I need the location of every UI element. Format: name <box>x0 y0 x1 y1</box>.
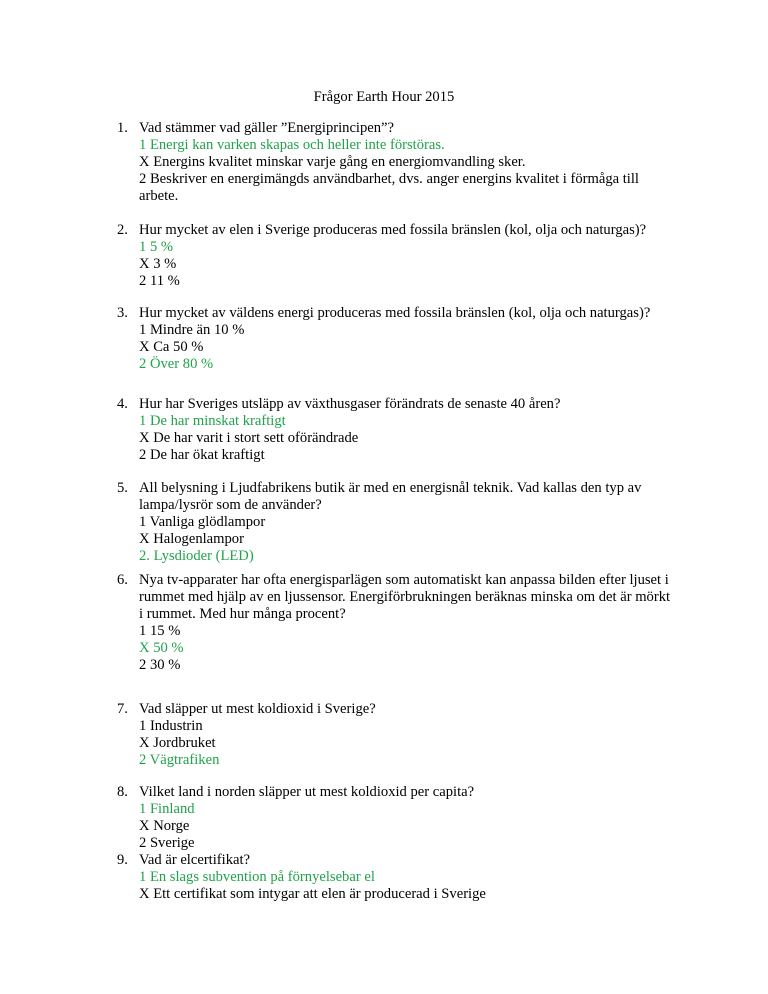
question-2 <box>117 222 677 290</box>
answer-option: 2 De har ökat kraftigt <box>139 447 265 463</box>
question-3 <box>117 305 677 373</box>
answer-option: 1 De har minskat kraftigt <box>139 413 286 429</box>
question-number: 4. <box>117 396 128 412</box>
answer-option: 2 Över 80 % <box>139 356 214 372</box>
answer-option: 1 Energi kan varken skapas och heller inte förstöras. <box>139 137 445 153</box>
question-number: 3. <box>117 305 128 321</box>
question-text: Vad stämmer vad gäller ”Energiprincipen”? <box>139 120 395 136</box>
question-text: Vad är elcertifikat? <box>139 852 251 868</box>
answer-option: 1 Mindre än 10 % <box>139 322 245 338</box>
question-text: Hur mycket av elen i Sverige produceras med fossila bränslen (kol, olja och naturgas)? <box>139 222 647 238</box>
question-1 <box>117 120 677 205</box>
answer-option: 2 Vägtrafiken <box>139 752 220 768</box>
answer-option: 2 30 % <box>139 657 181 673</box>
question-5 <box>117 480 677 565</box>
question-text: Hur har Sveriges utsläpp av växthusgaser förändrats de senaste 40 åren? <box>139 396 561 412</box>
answer-option: 1 15 % <box>139 623 181 639</box>
answer-option: 1 En slags subvention på förnyelsebar el <box>139 869 375 885</box>
question-9 <box>117 852 677 903</box>
answer-option: 2 11 % <box>139 273 180 289</box>
answer-option: X Jordbruket <box>139 735 216 751</box>
question-number: 8. <box>117 784 128 800</box>
answer-option: 1 Vanliga glödlampor <box>139 514 266 530</box>
question-number: 7. <box>117 701 128 717</box>
question-number: 1. <box>117 120 128 136</box>
question-number: 2. <box>117 222 128 238</box>
question-number: 5. <box>117 480 128 496</box>
question-text: All belysning i Ljudfabrikens butik är med en energisnål teknik. Vad kallas den typ av lampa/lysrör som de använder? <box>139 480 642 513</box>
answer-option: X 3 % <box>139 256 177 272</box>
question-text: Vad släpper ut mest koldioxid i Sverige? <box>139 701 376 717</box>
answer-option: 1 Finland <box>139 801 195 817</box>
question-text: Vilket land i norden släpper ut mest koldioxid per capita? <box>139 784 475 800</box>
answer-option: X De har varit i stort sett oförändrade <box>139 430 359 446</box>
question-8 <box>117 784 677 852</box>
answer-option: 2 Beskriver en energimängds användbarhet, dvs. anger energins kvalitet i förmåga till arbete. <box>139 171 639 204</box>
question-text: Nya tv-apparater har ofta energisparlägen som automatiskt kan anpassa bilden efter ljuset i rummet med hjälp av en ljussensor. Energiförbrukningen beräknas minska om det är mörkt i rummet. Med hur många procent? <box>139 572 671 622</box>
answer-option: X Ett certifikat som intygar att elen är producerad i Sverige <box>139 886 486 902</box>
question-text: Hur mycket av väldens energi produceras med fossila bränslen (kol, olja och naturgas)? <box>139 305 651 321</box>
answer-option: X Energins kvalitet minskar varje gång en energiomvandling sker. <box>139 154 526 170</box>
document-title: Frågor Earth Hour 2015 <box>313 89 455 105</box>
answer-option: 2. Lysdioder (LED) <box>139 548 254 564</box>
answer-option: 1 5 % <box>139 239 174 255</box>
answer-option: 2 Sverige <box>139 835 195 851</box>
question-6 <box>117 572 677 674</box>
question-number: 6. <box>117 572 128 588</box>
answer-option: 1 Industrin <box>139 718 203 734</box>
answer-option: X Halogenlampor <box>139 531 244 547</box>
answer-option: X Norge <box>139 818 190 834</box>
question-number: 9. <box>117 852 128 868</box>
answer-option: X 50 % <box>139 640 184 656</box>
question-4 <box>117 396 677 464</box>
question-7 <box>117 701 677 769</box>
answer-option: X Ca 50 % <box>139 339 204 355</box>
